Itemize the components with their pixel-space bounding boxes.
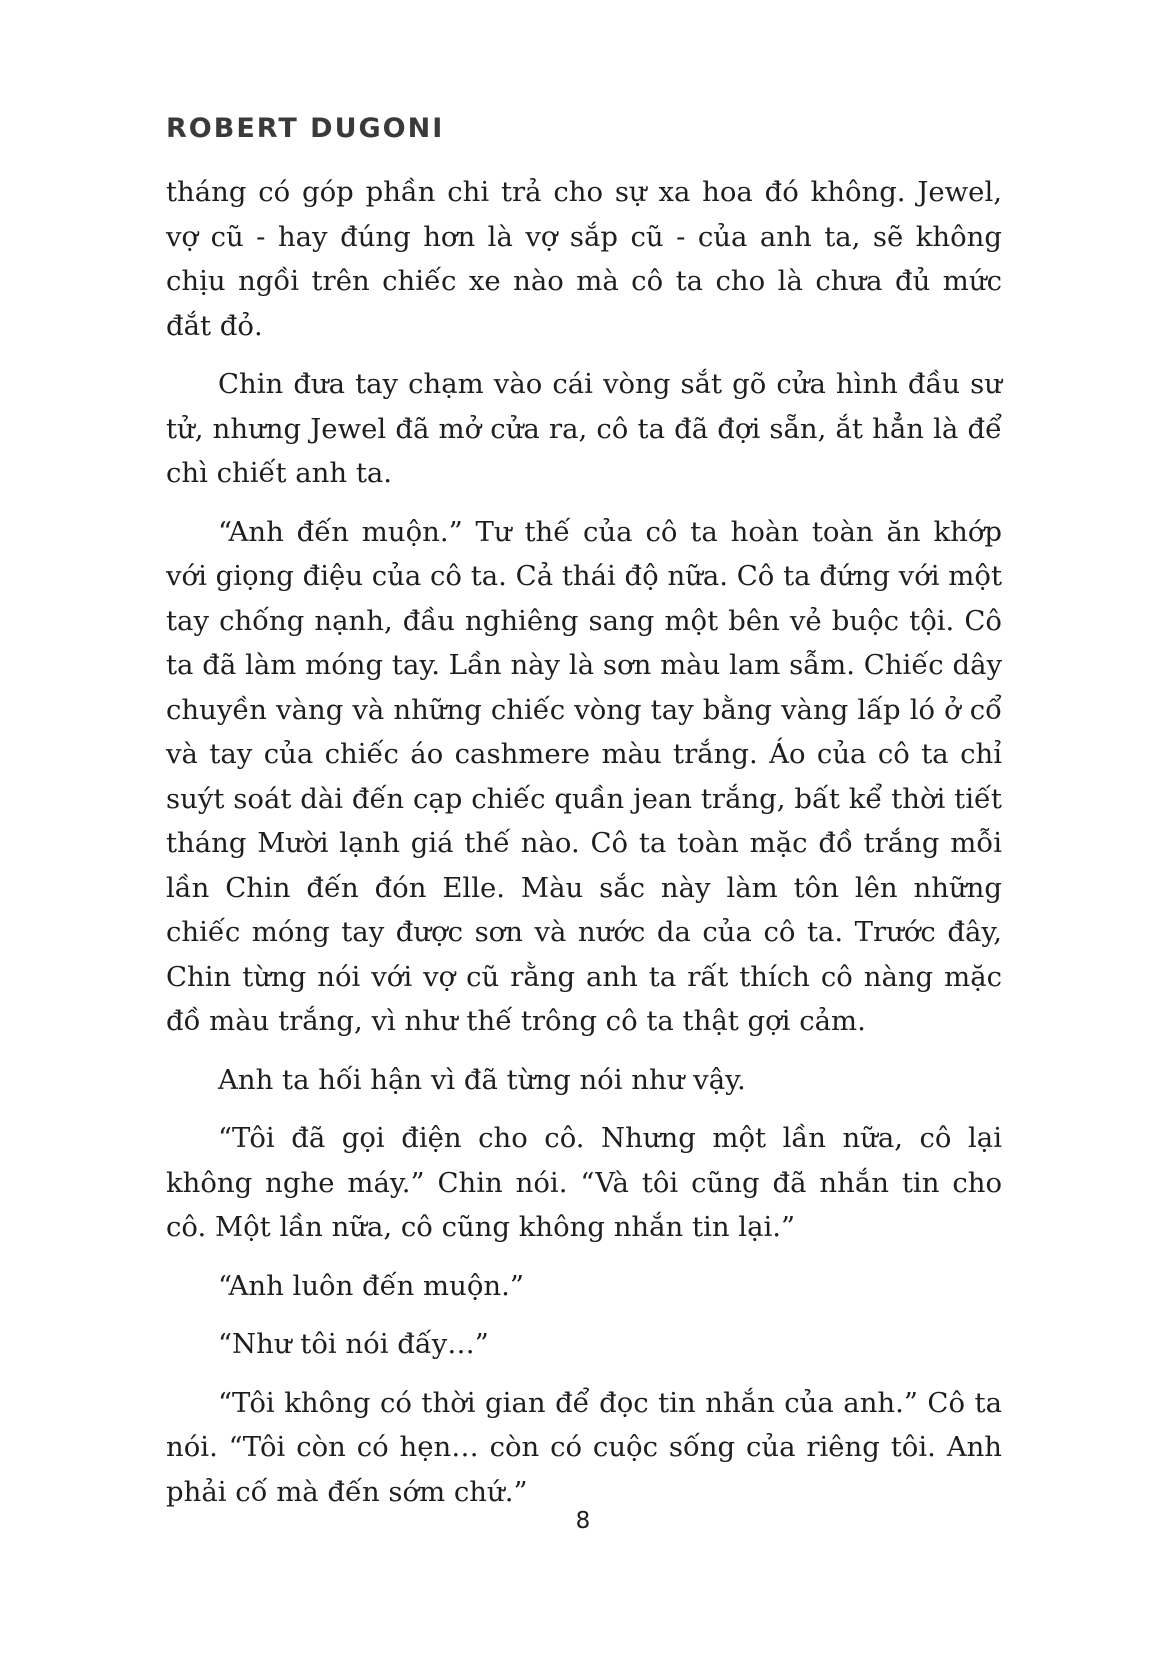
paragraph: “Tôi đã gọi điện cho cô. Nhưng một lần nữa, cô lại không nghe máy.” Chin nói. “Và tôi cũng đã nhắn tin cho cô. Một lần nữa, cô cũng không nhắn tin lại.” bbox=[166, 1122, 1002, 1243]
running-header-author: ROBERT DUGONI bbox=[166, 113, 445, 144]
paragraph: “Như tôi nói đấy…” bbox=[218, 1328, 489, 1360]
paragraph: “Anh đến muộn.” Tư thế của cô ta hoàn toàn ăn khớp với giọng điệu của cô ta. Cả thái độ nữa. Cô ta đứng với một tay chống nạnh, đầu nghiêng sang một bên vẻ buộc tội. Cô ta đã làm móng tay. Lần này là sơn màu lam sẫm. Chiếc dây chuyền vàng và những chiếc vòng tay bằng vàng lấp ló ở cổ và tay của chiếc áo cashmere màu trắng. Áo của cô ta chỉ suýt soát dài đến cạp chiếc quần jean trắng, bất kể thời tiết tháng Mười lạnh giá thế nào. Cô ta toàn mặc đồ trắng mỗi lần Chin đến đón Elle. Màu sắc này làm tôn lên những chiếc móng tay được sơn và nước da của cô ta. Trước đây, Chin từng nói với vợ cũ rằng anh ta rất thích cô nàng mặc đồ màu trắng, vì như thế trông cô ta thật gợi cảm. bbox=[166, 515, 1002, 1037]
page-number: 8 bbox=[575, 1508, 591, 1534]
paragraph: Anh ta hối hận vì đã từng nói như vậy. bbox=[218, 1063, 746, 1096]
paragraph: “Tôi không có thời gian để đọc tin nhắn của anh.” Cô ta nói. “Tôi còn có hẹn… còn có cuộc sống của riêng tôi. Anh phải cố mà đến sớm chứ.” bbox=[166, 1386, 1002, 1508]
paragraph: tháng có góp phần chi trả cho sự xa hoa đó không. Jewel, vợ cũ - hay đúng hơn là vợ sắp cũ - của anh ta, sẽ không chịu ngồi trên chiếc xe nào mà cô ta cho là chưa đủ mức đắt đỏ. bbox=[166, 176, 1002, 342]
body-text bbox=[166, 170, 1002, 1528]
paragraph: Chin đưa tay chạm vào cái vòng sắt gõ cửa hình đầu sư tử, nhưng Jewel đã mở cửa ra, cô ta đã đợi sẵn, ắt hẳn là để chì chiết anh ta. bbox=[166, 368, 1002, 489]
paragraph: “Anh luôn đến muộn.” bbox=[218, 1269, 524, 1302]
